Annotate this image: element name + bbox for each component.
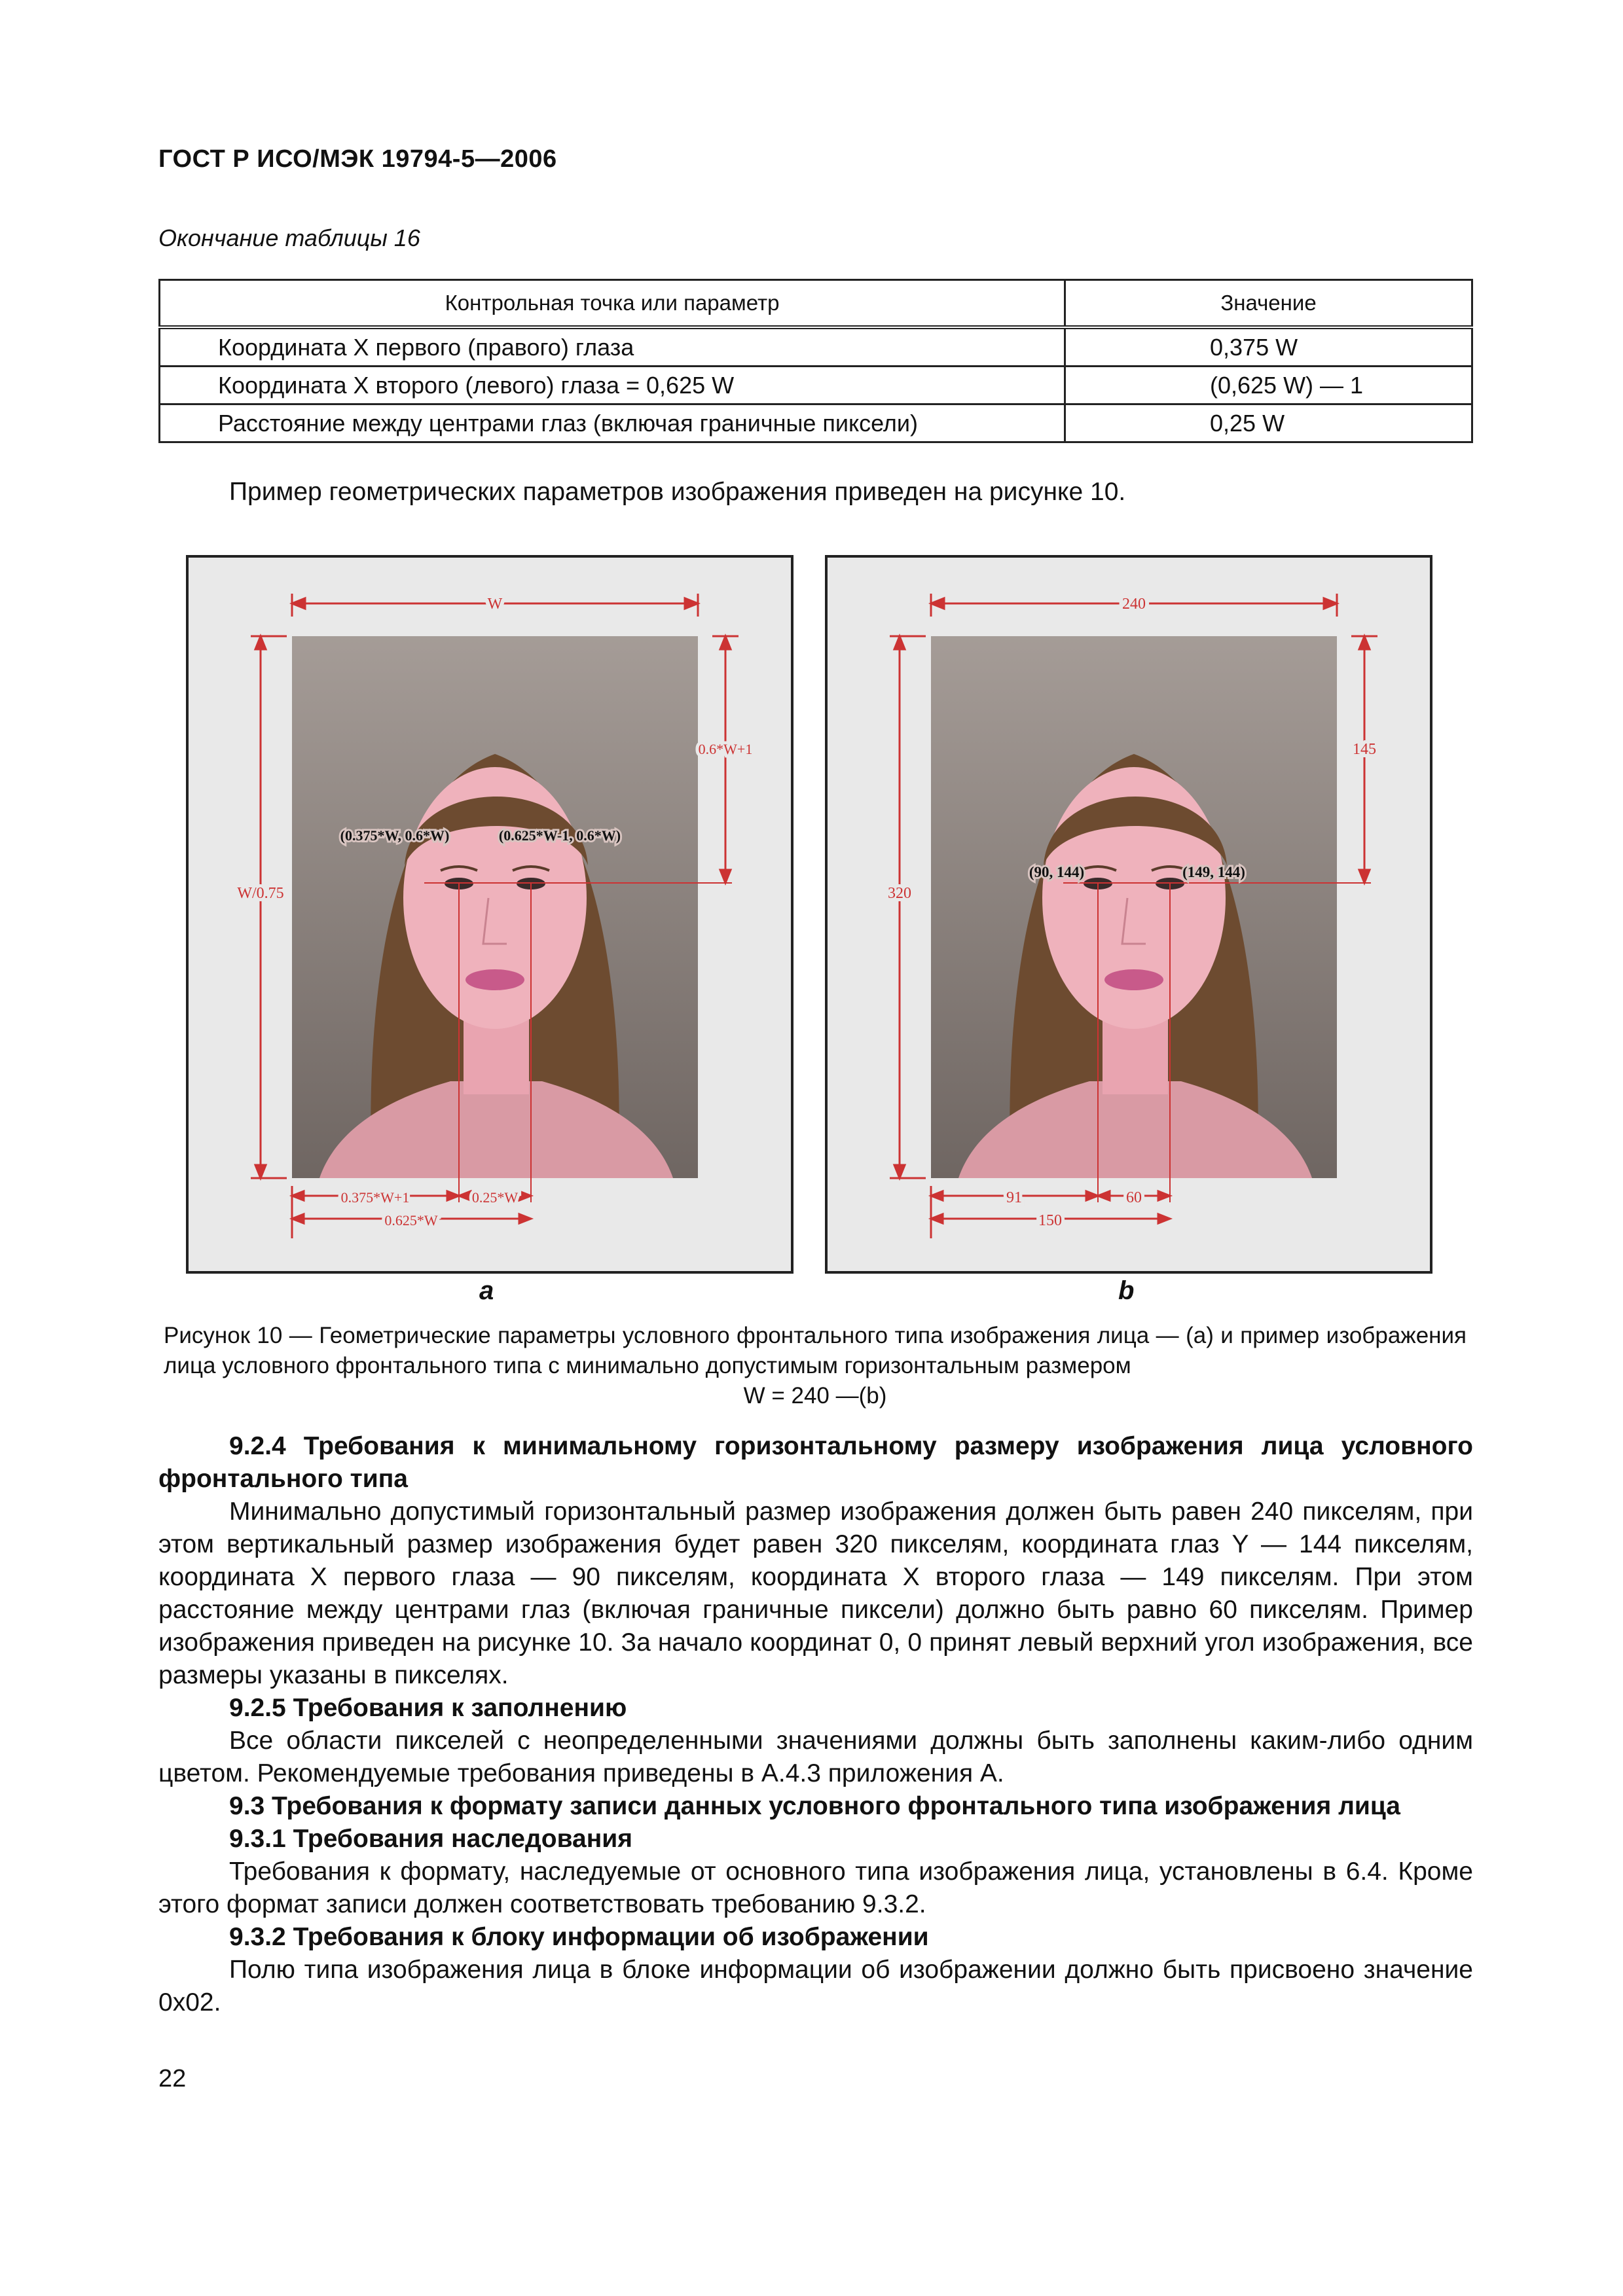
table-row (160, 404, 1472, 442)
section-9-3-1-heading: 9.3.1 Требования наследования (229, 1825, 633, 1853)
label-bottom1: 91 (1006, 1189, 1022, 1206)
standard-header: ГОСТ Р ИСО/МЭК 19794-5—2006 (158, 145, 557, 173)
body-text (158, 1430, 1473, 2019)
label-right: 0.6*W+1 (698, 741, 753, 757)
table-cell: Расстояние между центрами глаз (включая граничные пиксели) (160, 404, 1065, 442)
table-cell: 0,25 W (1065, 404, 1472, 442)
label-left: 320 (888, 885, 911, 902)
page-number: 22 (158, 2065, 187, 2092)
figure-a-panel (186, 555, 793, 1274)
table-cell: 0,375 W (1065, 327, 1472, 367)
label-bottom3: 0.625*W (384, 1212, 438, 1229)
label-bottom2: 0.25*W (471, 1189, 519, 1206)
figure-a-label: a (479, 1276, 494, 1305)
figure-caption-line2: W = 240 —(b) (743, 1383, 887, 1408)
figure-b-label: b (1118, 1276, 1135, 1305)
label-bottom2: 60 (1126, 1189, 1142, 1206)
label-bottom3: 150 (1038, 1212, 1062, 1229)
eye2-label: (149, 144) (1182, 864, 1245, 880)
section-9-2-4-text: Минимально допустимый горизонтальный размер изображения должен быть равен 240 пикселям, при этом вертикальный размер изображения будет равен 320 пикселям, координата глаз Y — 144 пикселям, координата X первого глаза — 90 пикселям, координата X второго глаза — 149 пикселям. При этом расстояние между центрами глаз (включая граничные пиксели) должно быть равно 60 пикселям. Пример изображения приведен на рисунке 10. За начало координат 0, 0 принят левый верхний угол изображения, все размеры указаны в пикселях. (158, 1498, 1473, 1689)
column-header: Контрольная точка или параметр (160, 280, 1065, 328)
section-9-2-4-heading: 9.2.4 Требования к минимальному горизонтальному размеру изображения лица условного фронтального типа (158, 1432, 1473, 1493)
table-row (160, 327, 1472, 367)
figure-b-graphic (828, 558, 1430, 1271)
table-caption: Окончание таблицы 16 (158, 224, 420, 251)
column-header: Значение (1065, 280, 1472, 328)
table-row (160, 367, 1472, 404)
intro-text: Пример геометрических параметров изображения приведен на рисунке 10. (229, 478, 1126, 506)
table-cell: Координата Х второго (левого) глаза = 0,625 W (160, 367, 1065, 404)
section-9-3-1-text: Требования к формату, наследуемые от основного типа изображения лица, установлены в 6.4. Кроме этого формат записи должен соответствовать требованию 9.3.2. (158, 1857, 1473, 1918)
label-bottom1: 0.375*W+1 (340, 1189, 410, 1206)
table-cell: Координата Х первого (правого) глаза (160, 327, 1065, 367)
eye2-label: (0.625*W-1, 0.6*W) (498, 827, 621, 844)
label-top: W (487, 596, 503, 613)
section-9-2-5-text: Все области пикселей с неопределенными значениями должны быть заполнены каким-либо одним цветом. Рекомендуемые требования приведены в А.4.3 приложения А. (158, 1727, 1473, 1787)
label-left: W/0.75 (237, 885, 284, 902)
table-header-row (160, 280, 1472, 328)
figure-caption (164, 1321, 1467, 1411)
figure-a-graphic (189, 558, 791, 1271)
label-right: 145 (1353, 741, 1376, 758)
eye1-label: (0.375*W, 0.6*W) (340, 827, 450, 844)
table-16 (158, 279, 1473, 443)
section-9-3-2-text: Полю типа изображения лица в блоке информации об изображении должно быть присвоено значение 0x02. (158, 1956, 1473, 2017)
figure-b-panel (825, 555, 1432, 1274)
eye1-label: (90, 144) (1029, 864, 1085, 880)
label-top: 240 (1122, 596, 1146, 613)
section-9-3-heading: 9.3 Требования к формату записи данных условного фронтального типа изображения лица (229, 1792, 1400, 1820)
section-9-3-2-heading: 9.3.2 Требования к блоку информации об изображении (229, 1923, 929, 1951)
figure-caption-line1: Рисунок 10 — Геометрические параметры условного фронтального типа изображения лица — (а) и пример изображения лица условного фронтального типа с минимально допустимым горизонтальным размером (164, 1323, 1467, 1378)
table-cell: (0,625 W) — 1 (1065, 367, 1472, 404)
section-9-2-5-heading: 9.2.5 Требования к заполнению (229, 1694, 627, 1722)
